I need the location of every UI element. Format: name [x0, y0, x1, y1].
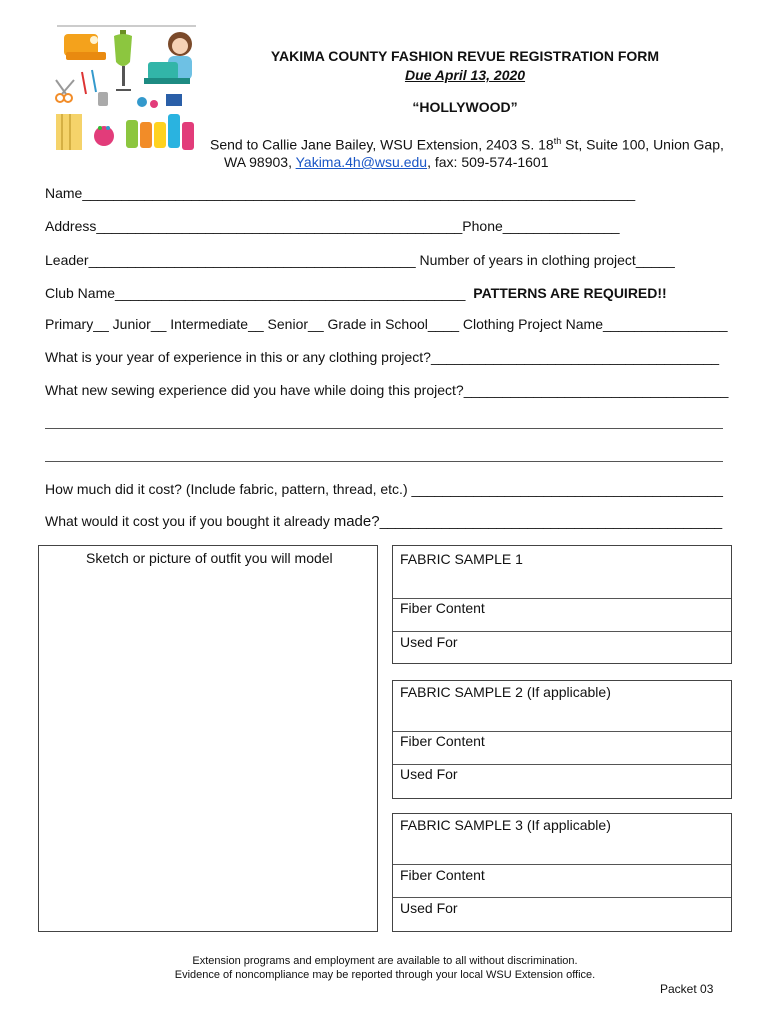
sketch-box[interactable] [38, 545, 378, 932]
leader-years-field[interactable]: Leader__________________________________________ Number of years in clothing project_____ [45, 252, 675, 268]
experience-field[interactable]: What is your year of experience in this or any clothing project?_____________________________________ [45, 349, 720, 365]
address-text-1: Send to Callie Jane Bailey, WSU Extension, 2403 S. 18 [210, 136, 554, 153]
footer-nondiscrimination: Extension programs and employment are available to all without discrimination. [192, 955, 578, 967]
club-name-field[interactable] [45, 285, 667, 301]
new-experience-field[interactable]: What new sewing experience did you have while doing this project?__________________________________ [45, 382, 729, 398]
fabric-sample-3-divider-2 [393, 897, 731, 898]
fabric-sample-1-box[interactable] [392, 545, 732, 664]
fabric-sample-1-used: Used For [400, 634, 458, 650]
due-date: Due April 13, 2020 [404, 67, 526, 83]
division-field[interactable]: Primary__ Junior__ Intermediate__ Senior__ Grade in School____ Clothing Project Name________________ [45, 316, 728, 332]
fabric-sample-1-divider-2 [393, 631, 731, 632]
sewing-clipart [52, 22, 198, 154]
packet-number: Packet 03 [660, 982, 714, 996]
fax-text: , fax: 509-574-1601 [427, 154, 549, 170]
theme-title: “HOLLYWOOD” [412, 99, 518, 115]
bought-cost-blank: ____________________________________________ [379, 513, 723, 529]
bought-cost-field[interactable] [45, 513, 722, 530]
fabric-sample-1-title: FABRIC SAMPLE 1 [400, 551, 523, 567]
answer-line-2[interactable] [45, 461, 723, 462]
fabric-sample-2-divider-1 [393, 731, 731, 732]
cost-field[interactable]: How much did it cost? (Include fabric, pattern, thread, etc.) ________________________________________ [45, 481, 723, 497]
address-city: WA 98903, [224, 154, 296, 170]
bought-cost-made: made? [333, 513, 380, 530]
address-text-2: St, Suite 100, Union Gap, [561, 136, 724, 153]
footer-noncompliance: Evidence of noncompliance may be reported through your local WSU Extension office. [174, 969, 596, 981]
patterns-required-notice: PATTERNS ARE REQUIRED!! [473, 285, 667, 301]
fabric-sample-2-box[interactable] [392, 680, 732, 799]
form-title: YAKIMA COUNTY FASHION REVUE REGISTRATION FORM [270, 48, 660, 64]
fabric-sample-3-divider-1 [393, 864, 731, 865]
sketch-label: Sketch or picture of outfit you will model [86, 550, 333, 566]
fabric-sample-2-divider-2 [393, 764, 731, 765]
fabric-sample-3-box[interactable] [392, 813, 732, 932]
club-name-label: Club Name_____________________________________________ [45, 285, 466, 301]
address-phone-field[interactable]: Address_______________________________________________Phone_______________ [45, 218, 620, 234]
name-field[interactable]: Name_______________________________________________________________________ [45, 185, 636, 201]
address-ordinal: th [553, 136, 562, 146]
bought-cost-label: What would it cost you if you bought it already [45, 513, 334, 529]
mail-to-line-2 [224, 154, 549, 170]
fabric-sample-3-used: Used For [400, 900, 458, 916]
fabric-sample-3-title: FABRIC SAMPLE 3 (If applicable) [400, 817, 611, 833]
fabric-sample-3-fiber: Fiber Content [400, 867, 485, 883]
email-link[interactable]: Yakima.4h@wsu.edu [295, 154, 428, 170]
answer-line-1[interactable] [45, 428, 723, 429]
fabric-sample-2-fiber: Fiber Content [400, 733, 485, 749]
fabric-sample-1-fiber: Fiber Content [400, 600, 485, 616]
fabric-sample-1-divider-1 [393, 598, 731, 599]
mail-to-line-1 [210, 136, 724, 153]
fabric-sample-2-title: FABRIC SAMPLE 2 (If applicable) [400, 684, 611, 700]
fabric-sample-2-used: Used For [400, 766, 458, 782]
